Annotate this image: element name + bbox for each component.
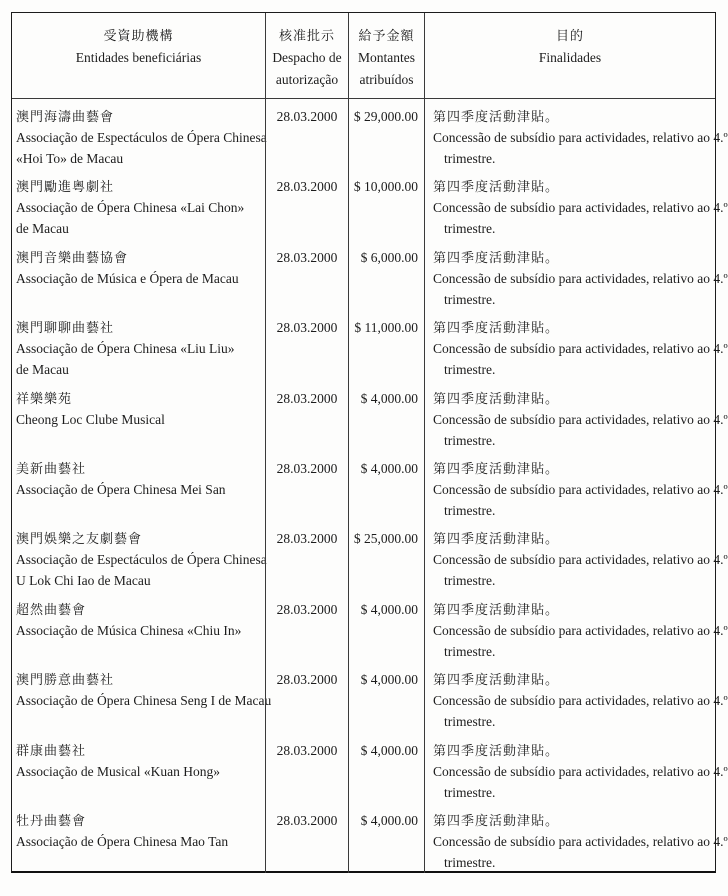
- entity-name-pt: [16, 690, 272, 711]
- purpose-pt-line2: trimestre.: [444, 714, 496, 730]
- amount-value: $ 10,000.00: [353, 179, 418, 195]
- entity-name-pt: [16, 197, 263, 239]
- purpose-pt-line1: Concessão de subsídio para actividades, relativo ao 4.º: [433, 200, 728, 216]
- purpose-cell: [424, 592, 728, 662]
- purpose-zh: 第四季度活動津貼。: [433, 672, 560, 688]
- purpose-pt-line2: trimestre.: [444, 291, 496, 307]
- table-row: [12, 733, 728, 803]
- entity-name-pt-line: de Macau: [16, 362, 69, 378]
- entity-name-pt-line: Associação de Ópera Chinesa Seng I de Macau: [16, 693, 272, 709]
- authorization-date: 28.03.2000: [276, 109, 338, 124]
- entity-cell: [12, 521, 265, 591]
- entity-name-pt-line: Associação de Ópera Chinesa Mei San: [16, 481, 226, 497]
- entity-cell: [12, 240, 265, 310]
- amount-value: $ 4,000.00: [360, 460, 418, 476]
- entity-cell: [12, 310, 265, 380]
- entity-name-zh: 美新曲藝社: [16, 460, 87, 476]
- entity-name-zh: 澳門勵進粵劇社: [16, 179, 115, 195]
- amount-value: $ 29,000.00: [353, 109, 418, 124]
- purpose-pt-line1: Concessão de subsídio para actividades, relativo ao 4.º: [433, 693, 728, 709]
- amount-value: $ 6,000.00: [360, 249, 418, 265]
- amount-cell: [348, 451, 424, 521]
- entity-name-zh: 澳門聊聊曲藝社: [16, 320, 115, 336]
- amount-cell: [348, 240, 424, 310]
- amount-cell: [348, 381, 424, 451]
- purpose-pt-line2: trimestre.: [444, 643, 496, 659]
- purpose-pt-line2: trimestre.: [444, 784, 496, 800]
- amount-value: $ 4,000.00: [360, 390, 418, 406]
- purpose-pt-line2: trimestre.: [444, 573, 496, 589]
- entity-name-pt-line: Associação de Espectáculos de Ópera Chinesa: [16, 130, 267, 145]
- table-row: [12, 592, 728, 662]
- header-finalidades-pt: Finalidades: [538, 50, 602, 65]
- entity-name-pt: [16, 338, 263, 380]
- purpose-zh: 第四季度活動津貼。: [433, 531, 560, 547]
- table-row: [12, 521, 728, 591]
- amount-value: $ 4,000.00: [360, 742, 418, 758]
- purpose-zh: 第四季度活動津貼。: [433, 179, 560, 195]
- authorization-date: 28.03.2000: [276, 531, 338, 547]
- entity-cell: [12, 803, 265, 873]
- table-row: [12, 451, 728, 521]
- amount-value: $ 4,000.00: [360, 601, 418, 617]
- subsidy-table: [11, 12, 728, 873]
- date-cell: [265, 451, 348, 521]
- amount-cell: [348, 662, 424, 732]
- table-row: [12, 803, 728, 873]
- table-row: [12, 662, 728, 732]
- authorization-date: 28.03.2000: [276, 249, 338, 265]
- entity-name-pt-line: «Hoi To» de Macau: [16, 151, 124, 166]
- entity-cell: [12, 99, 265, 169]
- header-entity-zh: 受資助機構: [103, 28, 174, 43]
- purpose-pt-line1: Concessão de subsídio para actividades, relativo ao 4.º: [433, 552, 728, 568]
- header-despacho-pt-1: Despacho de: [272, 50, 342, 65]
- table-row: [12, 310, 728, 380]
- purpose-pt-line2: trimestre.: [444, 362, 496, 378]
- header-montantes-pt-1: Montantes: [358, 50, 415, 65]
- entity-name-pt-line: Associação de Música Chinesa «Chiu In»: [16, 622, 242, 638]
- entity-cell: [12, 592, 265, 662]
- date-cell: [265, 662, 348, 732]
- header-montantes-pt-2: atribuídos: [359, 72, 414, 87]
- entity-name-pt-line: Associação de Ópera Chinesa Mao Tan: [16, 833, 229, 849]
- header-montantes-zh: 給予金額: [358, 28, 415, 43]
- purpose-pt-line2: trimestre.: [444, 221, 496, 237]
- authorization-date: 28.03.2000: [276, 812, 338, 828]
- header-despacho: [265, 13, 348, 98]
- entity-cell: [12, 733, 265, 803]
- amount-cell: [348, 169, 424, 239]
- purpose-zh: 第四季度活動津貼。: [433, 742, 560, 758]
- table-row: [12, 99, 728, 169]
- date-cell: [265, 592, 348, 662]
- authorization-date: 28.03.2000: [276, 179, 338, 195]
- purpose-pt-line2: trimestre.: [444, 854, 496, 870]
- purpose-pt-line2: trimestre.: [444, 432, 496, 448]
- entity-name-pt: [16, 479, 263, 500]
- header-despacho-zh: 核准批示: [278, 28, 335, 43]
- entity-name-pt: [16, 268, 263, 289]
- authorization-date: 28.03.2000: [276, 320, 338, 336]
- purpose-pt-line2: trimestre.: [444, 151, 496, 166]
- entity-name-pt-line: de Macau: [16, 221, 69, 237]
- date-cell: [265, 733, 348, 803]
- entity-name-pt: [16, 761, 263, 782]
- table-row: [12, 169, 728, 239]
- entity-name-pt: [16, 549, 267, 591]
- entity-name-zh: 群康曲藝社: [16, 742, 87, 758]
- authorization-date: 28.03.2000: [276, 742, 338, 758]
- date-cell: [265, 240, 348, 310]
- amount-cell: [348, 521, 424, 591]
- entity-cell: [12, 169, 265, 239]
- purpose-cell: [424, 99, 728, 169]
- date-cell: [265, 169, 348, 239]
- purpose-pt-line1: Concessão de subsídio para actividades, relativo ao 4.º: [433, 341, 728, 357]
- entity-name-pt: [16, 620, 263, 641]
- purpose-cell: [424, 451, 728, 521]
- purpose-zh: 第四季度活動津貼。: [433, 249, 560, 265]
- entity-name-pt-line: Associação de Ópera Chinesa «Lai Chon»: [16, 200, 245, 216]
- table-row: [12, 240, 728, 310]
- date-cell: [265, 99, 348, 169]
- entity-name-pt-line: Cheong Loc Clube Musical: [16, 411, 165, 427]
- purpose-cell: [424, 381, 728, 451]
- header-montantes: [348, 13, 424, 98]
- header-entity-pt: Entidades beneficiárias: [75, 50, 202, 65]
- amount-value: $ 4,000.00: [360, 672, 418, 688]
- purpose-zh: 第四季度活動津貼。: [433, 109, 560, 124]
- amount-cell: [348, 592, 424, 662]
- entity-name-zh: 澳門海濤曲藝會: [16, 109, 115, 124]
- date-cell: [265, 521, 348, 591]
- amount-cell: [348, 310, 424, 380]
- purpose-cell: [424, 803, 728, 873]
- entity-name-pt-line: Associação de Musical «Kuan Hong»: [16, 763, 220, 779]
- authorization-date: 28.03.2000: [276, 601, 338, 617]
- purpose-zh: 第四季度活動津貼。: [433, 601, 560, 617]
- authorization-date: 28.03.2000: [276, 390, 338, 406]
- purpose-cell: [424, 240, 728, 310]
- purpose-pt-line1: Concessão de subsídio para actividades, relativo ao 4.º: [433, 481, 728, 497]
- purpose-cell: [424, 310, 728, 380]
- entity-name-zh: 澳門勝意曲藝社: [16, 672, 115, 688]
- date-cell: [265, 803, 348, 873]
- authorization-date: 28.03.2000: [276, 460, 338, 476]
- header-finalidades: [424, 13, 715, 98]
- purpose-pt-line1: Concessão de subsídio para actividades, relativo ao 4.º: [433, 270, 728, 286]
- purpose-cell: [424, 169, 728, 239]
- purpose-zh: 第四季度活動津貼。: [433, 460, 560, 476]
- entity-name-pt: [16, 831, 263, 852]
- entity-name-zh: 澳門娛樂之友劇藝會: [16, 531, 143, 547]
- amount-cell: [348, 803, 424, 873]
- entity-name-pt: [16, 409, 263, 430]
- purpose-cell: [424, 733, 728, 803]
- header-despacho-pt-2: autorização: [275, 72, 339, 87]
- purpose-zh: 第四季度活動津貼。: [433, 390, 560, 406]
- amount-cell: [348, 99, 424, 169]
- table-body: [12, 99, 728, 873]
- purpose-cell: [424, 521, 728, 591]
- entity-name-zh: 牡丹曲藝會: [16, 812, 87, 828]
- amount-value: $ 11,000.00: [354, 320, 418, 336]
- purpose-pt-line1: Concessão de subsídio para actividades, relativo ao 4.º: [433, 411, 728, 427]
- entity-name-zh: 祥樂樂苑: [16, 390, 73, 406]
- header-finalidades-zh: 目的: [555, 28, 584, 43]
- purpose-pt-line2: trimestre.: [444, 502, 496, 518]
- amount-value: $ 4,000.00: [360, 812, 418, 828]
- entity-name-pt-line: Associação de Espectáculos de Ópera Chinesa: [16, 552, 267, 568]
- entity-name-pt-line: Associação de Ópera Chinesa «Liu Liu»: [16, 341, 235, 357]
- purpose-pt-line1: Concessão de subsídio para actividades, relativo ao 4.º: [433, 763, 728, 779]
- entity-cell: [12, 381, 265, 451]
- entity-name-zh: 超然曲藝會: [16, 601, 87, 617]
- entity-name-zh: 澳門音樂曲藝協會: [16, 249, 129, 265]
- table-row: [12, 381, 728, 451]
- purpose-pt-line1: Concessão de subsídio para actividades, relativo ao 4.º: [433, 833, 728, 849]
- authorization-date: 28.03.2000: [276, 672, 338, 688]
- amount-value: $ 25,000.00: [353, 531, 418, 547]
- entity-name-pt-line: U Lok Chi Iao de Macau: [16, 573, 151, 589]
- purpose-zh: 第四季度活動津貼。: [433, 320, 560, 336]
- amount-cell: [348, 733, 424, 803]
- purpose-pt-line1: Concessão de subsídio para actividades, relativo ao 4.º: [433, 130, 728, 145]
- date-cell: [265, 310, 348, 380]
- table-header-row: [12, 13, 715, 99]
- entity-name-pt: [16, 127, 267, 169]
- entity-name-pt-line: Associação de Música e Ópera de Macau: [16, 270, 239, 286]
- purpose-zh: 第四季度活動津貼。: [433, 812, 560, 828]
- header-entity: [12, 13, 265, 98]
- entity-cell: [12, 451, 265, 521]
- date-cell: [265, 381, 348, 451]
- entity-cell: [12, 662, 272, 732]
- purpose-pt-line1: Concessão de subsídio para actividades, relativo ao 4.º: [433, 622, 728, 638]
- purpose-cell: [424, 662, 728, 732]
